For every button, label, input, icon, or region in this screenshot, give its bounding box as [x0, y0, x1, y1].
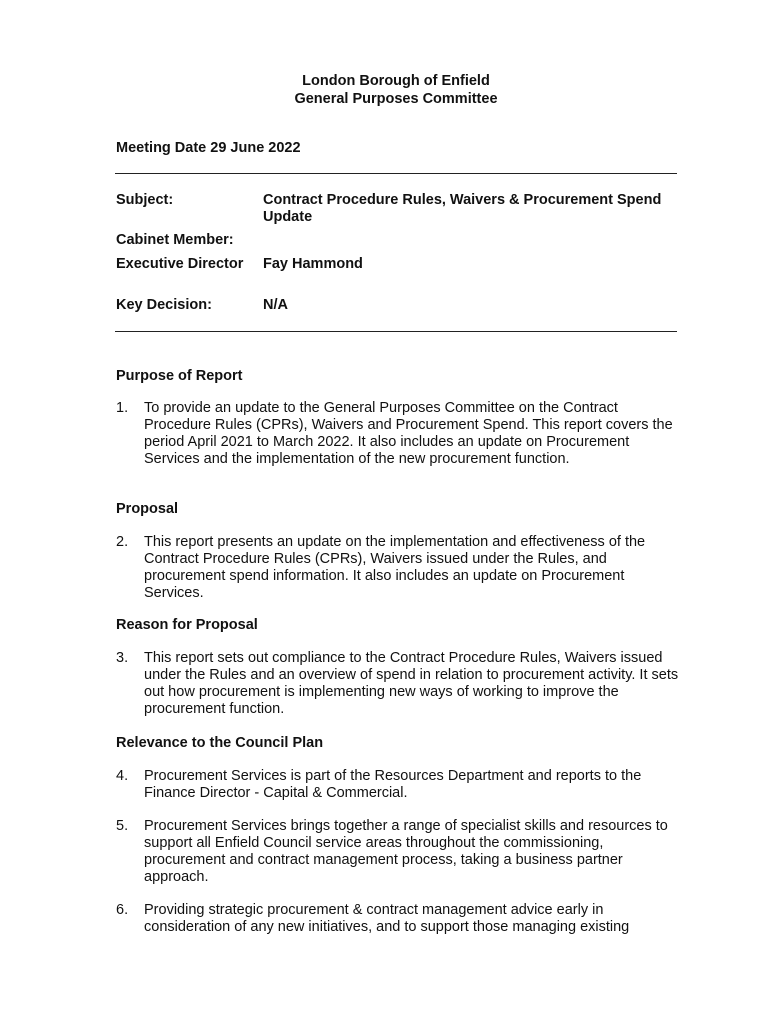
paragraph-number: 2. [116, 534, 129, 550]
bottom-divider [115, 331, 677, 332]
section-heading-relevance: Relevance to the Council Plan [116, 735, 324, 751]
cabinet-member-label: Cabinet Member: [116, 232, 234, 248]
key-decision-label: Key Decision: [116, 297, 212, 313]
paragraph-text: Providing strategic procurement & contract management advice early in consideration of any new initiatives, and to support those managing existing [144, 902, 630, 935]
paragraph-text: Procurement Services brings together a range of specialist skills and resources to support all Enfield Council service areas throughout the commissioning, procurement and contract management process, taking a business partner approach. [144, 818, 668, 885]
subject-value: Contract Procedure Rules, Waivers & Procurement Spend Update [263, 192, 662, 225]
section-heading-reason: Reason for Proposal [116, 617, 258, 633]
meeting-date: Meeting Date 29 June 2022 [116, 140, 301, 156]
paragraph-text: To provide an update to the General Purposes Committee on the Contract Procedure Rules (CPRs), Waivers and Procurement Spend. This report covers the period April 2021 to March 2022. It also includes an update on Procurement Services and the implementation of the new procurement function. [144, 400, 673, 467]
council-name: London Borough of Enfield [302, 73, 490, 89]
executive-director-value: Fay Hammond [263, 256, 363, 272]
paragraph-number: 3. [116, 650, 129, 666]
paragraph-text: This report sets out compliance to the Contract Procedure Rules, Waivers issued under the Rules and an overview of spend in relation to procurement activity. It sets out how procurement is implementing new ways of working to improve the procurement function. [144, 650, 679, 717]
top-divider [115, 173, 677, 174]
section-heading-proposal: Proposal [116, 501, 179, 517]
paragraph-number: 6. [116, 902, 129, 918]
section-heading-purpose: Purpose of Report [116, 368, 243, 384]
paragraph-number: 4. [116, 768, 129, 784]
key-decision-value: N/A [263, 297, 288, 313]
paragraph-number: 1. [116, 400, 129, 416]
committee-name: General Purposes Committee [294, 91, 498, 107]
paragraph-number: 5. [116, 818, 129, 834]
paragraph-text: Procurement Services is part of the Resources Department and reports to the Finance Director - Capital & Commercial. [144, 768, 642, 801]
executive-director-label: Executive Director [116, 256, 244, 272]
paragraph-text: This report presents an update on the implementation and effectiveness of the Contract Procedure Rules (CPRs), Waivers issued under the Rules, and procurement spend information. It also includes an update on Procurement Services. [144, 534, 646, 601]
subject-label: Subject: [116, 192, 174, 208]
document-header [0, 72, 770, 108]
